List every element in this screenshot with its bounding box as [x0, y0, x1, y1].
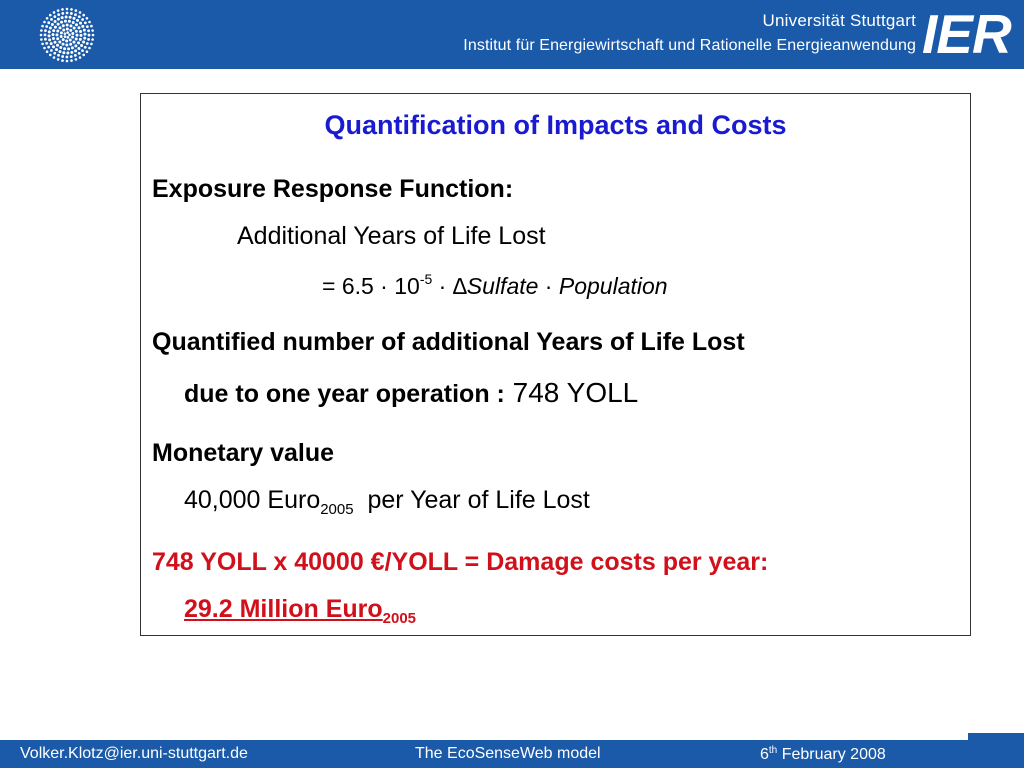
- logo-dot: [57, 13, 60, 16]
- logo-dot: [79, 34, 82, 37]
- logo-dot: [81, 25, 84, 28]
- logo-dot: [60, 35, 63, 38]
- quantified-line: [184, 377, 638, 409]
- footer-date-rest: February 2008: [777, 746, 886, 763]
- logo-dot: [53, 52, 56, 55]
- logo-dot: [69, 16, 72, 19]
- logo-dot: [66, 12, 69, 15]
- logo-dot: [44, 34, 47, 37]
- formula-dot-2: ·: [538, 273, 559, 299]
- logo-dot: [75, 23, 78, 26]
- logo-dot: [66, 31, 69, 34]
- quantified-value: 748 YOLL: [504, 377, 639, 408]
- logo-dot: [61, 12, 64, 15]
- logo-dot: [52, 45, 55, 48]
- logo-dot: [84, 46, 87, 49]
- logo-dot: [91, 29, 94, 32]
- formula-prefix: = 6.5 · 10: [322, 273, 420, 299]
- logo-dot: [66, 24, 69, 27]
- logo-dot: [43, 21, 46, 24]
- logo-dot: [69, 29, 72, 32]
- logo-dot: [50, 42, 53, 45]
- logo-dot: [54, 20, 57, 23]
- logo-dot: [67, 47, 70, 50]
- footer-bar: [0, 740, 1024, 768]
- logo-dot: [88, 34, 91, 37]
- monetary-heading: Monetary value: [152, 439, 335, 467]
- logo-dot: [70, 12, 73, 15]
- logo-dot: [61, 59, 64, 62]
- logo-dot: [90, 43, 93, 46]
- logo-dot: [64, 32, 67, 35]
- logo-dot: [87, 38, 90, 41]
- logo-dot: [40, 38, 43, 41]
- logo-dot: [69, 39, 72, 42]
- logo-dot: [78, 52, 81, 55]
- logo-dot: [76, 19, 79, 22]
- logo-dot: [56, 37, 59, 40]
- logo-dot: [70, 55, 73, 58]
- logo-dot: [75, 37, 78, 40]
- logo-dot: [49, 54, 52, 57]
- logo-dot: [92, 34, 95, 37]
- logo-dot: [60, 31, 63, 34]
- logo-dot: [60, 21, 63, 24]
- quantified-heading: Quantified number of additional Years of Life Lost: [152, 328, 745, 356]
- logo-dot: [49, 26, 52, 29]
- logo-dot: [61, 16, 64, 19]
- logo-dot: [82, 54, 85, 57]
- logo-dot: [72, 41, 75, 44]
- logo-dot: [70, 8, 73, 11]
- formula-delta-sulfate: ∆Sulfate: [452, 273, 539, 299]
- logo-dot: [54, 41, 57, 44]
- logo-dot: [45, 25, 48, 28]
- logo-dot: [61, 55, 64, 58]
- logo-dot: [62, 51, 65, 54]
- logo-dot: [50, 49, 53, 52]
- logo-dot: [58, 40, 61, 43]
- logo-dot: [63, 47, 66, 50]
- erf-heading: Exposure Response Function:: [152, 175, 514, 203]
- logo-dot: [88, 47, 91, 50]
- logo-dot: [54, 26, 57, 29]
- logo-dot: [62, 38, 65, 41]
- logo-dot: [75, 9, 78, 12]
- logo-dot: [41, 43, 44, 46]
- logo-dot: [52, 29, 55, 32]
- logo-dot: [40, 29, 43, 32]
- monetary-prefix: 40,000 Euro: [184, 486, 321, 514]
- logo-dot: [66, 51, 69, 54]
- logo-dot: [83, 33, 86, 36]
- ier-brand-logo: IER: [922, 3, 1011, 65]
- logo-dot: [73, 27, 76, 30]
- logo-dot: [86, 50, 89, 53]
- logo-dot: [57, 23, 60, 26]
- formula-population: Population: [558, 273, 668, 299]
- damage-cost-line: 748 YOLL x 40000 €/YOLL = Damage costs per year:: [152, 548, 769, 576]
- logo-dot: [65, 44, 68, 47]
- logo-dot: [65, 39, 68, 42]
- formula-exponent: -5: [419, 271, 433, 287]
- logo-dot: [74, 13, 77, 16]
- logo-dot: [57, 58, 60, 61]
- logo-dot: [82, 14, 85, 17]
- logo-dot: [77, 41, 80, 44]
- header-bar: [0, 0, 1024, 69]
- logo-dot: [56, 33, 59, 36]
- footer-date-suffix: th: [768, 745, 778, 756]
- logo-dot: [70, 51, 73, 54]
- logo-dot: [71, 36, 74, 39]
- erf-formula: [322, 271, 668, 300]
- logo-dot: [59, 46, 62, 49]
- logo-dot: [66, 56, 69, 59]
- logo-dot: [49, 14, 52, 17]
- logo-dot: [69, 24, 72, 27]
- logo-dot: [81, 18, 84, 21]
- logo-dot: [75, 30, 78, 33]
- logo-dot: [78, 15, 81, 18]
- logo-dot: [66, 60, 69, 63]
- footer-date-day: 6: [760, 746, 769, 763]
- logo-dot: [74, 49, 77, 52]
- logo-dot: [56, 30, 59, 33]
- logo-dot: [90, 25, 93, 28]
- logo-dot: [44, 38, 47, 41]
- logo-dot: [73, 17, 76, 20]
- logo-dot: [71, 32, 74, 35]
- logo-dot: [52, 37, 55, 40]
- logo-dot: [71, 46, 74, 49]
- monetary-value: [184, 486, 590, 518]
- footer-date: [760, 745, 886, 764]
- logo-dot: [79, 38, 82, 41]
- logo-dot: [44, 29, 47, 32]
- logo-dot: [74, 44, 77, 47]
- logo-dot: [86, 17, 89, 20]
- logo-dot: [76, 34, 79, 37]
- logo-dot: [62, 24, 65, 27]
- logo-dot: [77, 26, 80, 29]
- quantified-label: due to one year operation :: [184, 380, 505, 408]
- logo-dot: [83, 37, 86, 40]
- logo-dot: [83, 29, 86, 32]
- monetary-suffix: per Year of Life Lost: [353, 486, 590, 514]
- logo-dot: [47, 46, 50, 49]
- logo-dot: [79, 56, 82, 59]
- formula-dot: ·: [432, 273, 453, 299]
- logo-dot: [53, 15, 56, 18]
- logo-dot: [59, 26, 62, 29]
- logo-dot: [68, 34, 71, 37]
- logo-dot: [48, 34, 51, 37]
- logo-dot: [40, 34, 43, 37]
- damage-result-value: 29.2 Million Euro: [184, 595, 383, 623]
- logo-dot: [70, 59, 73, 62]
- logo-dot: [57, 9, 60, 12]
- logo-dot: [62, 28, 65, 31]
- logo-dot: [86, 25, 89, 28]
- logo-dot: [69, 43, 72, 46]
- logo-dot: [86, 42, 89, 45]
- logo-dot: [80, 44, 83, 47]
- damage-result-year: 2005: [382, 610, 417, 627]
- erf-description: Additional Years of Life Lost: [237, 222, 546, 250]
- slide-title: Quantification of Impacts and Costs: [324, 110, 787, 140]
- logo-dot: [72, 21, 75, 24]
- logo-dot: [79, 22, 82, 25]
- logo-dot: [45, 42, 48, 45]
- logo-dot: [91, 38, 94, 41]
- logo-dot: [79, 11, 82, 14]
- logo-dot: [51, 23, 54, 26]
- logo-dot: [74, 54, 77, 57]
- damage-result: [184, 595, 416, 627]
- logo-dot: [64, 20, 67, 23]
- logo-dot: [53, 56, 56, 59]
- logo-dot: [67, 36, 70, 39]
- university-name: Universität Stuttgart: [762, 11, 916, 30]
- logo-dot: [81, 49, 84, 52]
- university-logo-icon: [38, 6, 96, 64]
- logo-dot: [68, 20, 71, 23]
- logo-dot: [66, 28, 69, 31]
- logo-dot: [65, 16, 68, 19]
- content-box: [140, 93, 971, 636]
- logo-dot: [43, 47, 46, 50]
- logo-dot: [57, 18, 60, 21]
- logo-dot: [66, 8, 69, 11]
- logo-dot: [46, 17, 49, 20]
- logo-dot: [77, 47, 80, 50]
- logo-dot: [79, 30, 82, 33]
- logo-dot: [64, 35, 67, 38]
- logo-dot: [88, 21, 91, 24]
- logo-dot: [50, 18, 53, 21]
- logo-dot: [61, 8, 64, 11]
- logo-dot: [47, 21, 50, 24]
- logo-dot: [56, 44, 59, 47]
- logo-dot: [82, 41, 85, 44]
- logo-dot: [84, 21, 87, 24]
- logo-dot: [46, 50, 49, 53]
- logo-dot: [58, 50, 61, 53]
- footer-email: Volker.Klotz@ier.uni-stuttgart.de: [20, 745, 248, 762]
- logo-dot: [57, 54, 60, 57]
- monetary-year: 2005: [320, 501, 354, 518]
- institute-name: Institut für Energiewirtschaft und Rationelle Energieanwendung: [463, 37, 916, 54]
- logo-dot: [87, 29, 90, 32]
- logo-dot: [55, 48, 58, 51]
- logo-dot: [53, 11, 56, 14]
- logo-dot: [48, 38, 51, 41]
- logo-dot: [48, 30, 51, 33]
- logo-dot: [75, 58, 78, 61]
- footer-title: The EcoSenseWeb model: [415, 745, 601, 762]
- logo-dot: [41, 25, 44, 28]
- logo-dot: [52, 33, 55, 36]
- logo-dot: [62, 43, 65, 46]
